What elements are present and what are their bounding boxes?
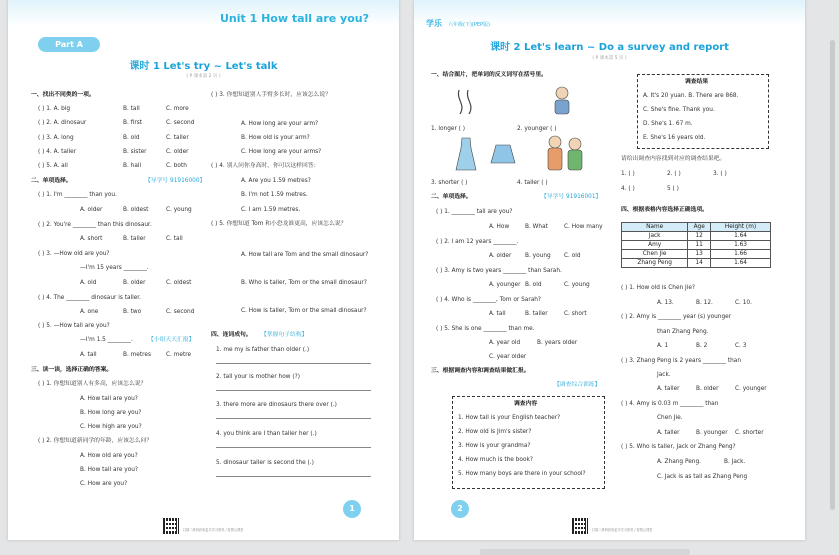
match-blank: 2. ( ) — [667, 171, 681, 177]
option: C. metre — [166, 352, 192, 358]
option: B. What — [525, 224, 548, 230]
option: A. taller — [657, 386, 680, 392]
question: ( ) 5. Who is taller, Jack or Zhang Peng? — [621, 444, 736, 450]
option: C. 10. — [735, 300, 752, 306]
question: ( ) 3. Amy is two years ________ than Sarah. — [436, 268, 562, 274]
option: C. Jack is as tall as Zhang Peng — [657, 474, 748, 480]
skirt-picture — [490, 142, 516, 166]
answer-line[interactable] — [216, 363, 371, 364]
option: C. younger — [735, 386, 767, 392]
lesson-subtitle: ( P 课本第 5 页 ) — [592, 56, 627, 61]
table-row — [622, 241, 771, 250]
reference-tag: 【掌握句子结构】 — [261, 332, 308, 338]
option: A. one — [80, 309, 99, 315]
answer-line[interactable] — [216, 447, 371, 448]
match-blank: 4. ( ) — [621, 186, 635, 192]
table-cell: 11 — [688, 241, 711, 250]
part-badge: Part A — [38, 37, 100, 52]
option: A. 13. — [657, 300, 674, 306]
question: ( ) 4. The ________ dinosaur is taller. — [38, 295, 141, 301]
odd-one-out-option: ( ) 1. A. big — [38, 106, 71, 112]
question-line: Chen Jie. — [657, 415, 683, 421]
option: B. Jack. — [724, 459, 746, 465]
odd-one-out-option: B. tall — [123, 106, 140, 112]
odd-one-out-option: C. taller — [166, 135, 189, 141]
odd-one-out-option: C. both — [166, 163, 187, 169]
page-number: 1 — [343, 500, 361, 518]
section-heading: 四、连词成句。 — [211, 332, 252, 338]
odd-one-out-option: ( ) 4. A. taller — [38, 149, 77, 155]
lesson-subtitle: ( P 课本第 2 页 ) — [186, 74, 221, 79]
option: C. young — [564, 282, 590, 288]
table-row — [622, 250, 771, 259]
result-title: 调查结果 — [685, 79, 709, 85]
match-blank: 5 ( ) — [667, 186, 679, 192]
picture-label: 1. longer ( ) — [431, 126, 466, 132]
option: C. How are you? — [80, 481, 128, 487]
question: ( ) 1. I'm ________ than you. — [38, 192, 117, 198]
option: C. short — [564, 311, 587, 317]
survey-item: 2. How old is Jim's sister? — [458, 429, 532, 435]
option: C. How high are you? — [80, 424, 142, 430]
footer-note: 扫描二维码获取更多学习资料 / 智慧云课堂 — [183, 527, 244, 532]
section-heading: 四、根据表格内容选择正确选项。 — [621, 207, 708, 213]
option: B. older — [696, 386, 719, 392]
qr-code — [163, 518, 179, 534]
option: A. short — [80, 236, 103, 242]
option: A. Are you 1.59 metres? — [241, 178, 311, 184]
option: C. year older — [489, 354, 527, 360]
word-order-item: 4. you think are I than taller her (.) — [216, 431, 317, 437]
table-cell: 1.64 — [711, 232, 771, 241]
table-cell: 13 — [688, 250, 711, 259]
option: B. oldest — [123, 207, 149, 213]
option: B. taller — [123, 236, 146, 242]
question: ( ) 1. 你想知道别人有多高，应该怎么说？ — [38, 381, 147, 387]
odd-one-out-option: B. hall — [123, 163, 142, 169]
result-item: A. It's 20 yuan. B. There are 868. — [643, 93, 739, 99]
odd-one-out-option: ( ) 2. A. dinosaur — [38, 120, 87, 126]
question: ( ) 2. You're ________ than this dinosaur. — [38, 222, 152, 228]
table-cell: 1.66 — [711, 250, 771, 259]
page-number: 2 — [451, 500, 469, 518]
odd-one-out-option: C. second — [166, 120, 195, 126]
table-cell: 1.63 — [711, 241, 771, 250]
option: B. old — [525, 282, 542, 288]
option: A. 1 — [657, 343, 669, 349]
table-cell: Chen Jie — [622, 250, 688, 259]
option: C. young — [166, 207, 192, 213]
odd-one-out-option: B. sister — [123, 149, 147, 155]
option: B. two — [123, 309, 142, 315]
scroll-thumb[interactable] — [830, 40, 835, 510]
answer-line[interactable] — [216, 418, 371, 419]
section-heading: 三、根据调查内容和调查结果做汇报。 — [431, 368, 530, 374]
question: ( ) 1. ________ tall are you? — [436, 209, 513, 215]
section-heading: 一、结合图片，把单词的反义词写在括号里。 — [431, 72, 547, 78]
reference-tag: 【导学号 91916001】 — [541, 194, 602, 200]
option: C. I am 1.59 metres. — [241, 207, 301, 213]
table-cell: 14 — [688, 259, 711, 268]
option: B. How old is your arm? — [241, 135, 310, 141]
question-line: —I'm 15 years ________. — [80, 265, 149, 271]
right-page — [414, 0, 805, 540]
option: B. How long are you? — [80, 410, 142, 416]
match-blank: 3. ( ) — [713, 171, 727, 177]
question: ( ) 5. She is one ________ than me. — [436, 326, 535, 332]
option: B. How tall are you? — [80, 467, 138, 473]
word-order-item: 3. there more are dinosaurs there over (.) — [216, 402, 337, 408]
option: A. tall — [80, 352, 97, 358]
picture-label: 2. younger ( ) — [517, 126, 557, 132]
result-item: C. She's fine. Thank you. — [643, 107, 715, 113]
section-heading: 二、单项选择。 — [431, 194, 472, 200]
section-heading: 三、读一读，选择正确的答案。 — [31, 367, 113, 373]
survey-item: 1. How tall is your English teacher? — [458, 415, 561, 421]
question: ( ) 3. Zhang Peng is 2 years ________ than — [621, 358, 742, 364]
reference-tag: 【导学号 91916000】 — [145, 178, 206, 184]
table-cell: 1.64 — [711, 259, 771, 268]
option: B. 12. — [696, 300, 713, 306]
option: B. young — [525, 253, 551, 259]
option: B. years older — [537, 340, 578, 346]
horizontal-scrollbar[interactable] — [480, 549, 690, 555]
footer-note: 扫描二维码获取更多学习资料 / 智慧云课堂 — [592, 527, 653, 532]
table-cell: Amy — [622, 241, 688, 250]
picture-label: 3. shorter ( ) — [431, 180, 468, 186]
option: B. younger — [696, 430, 728, 436]
option: A. How old are you? — [80, 453, 138, 459]
hair-picture — [454, 86, 484, 118]
odd-one-out-option: C. older — [166, 149, 189, 155]
option: A. How long are your arm? — [241, 121, 319, 127]
reference-tag: 【小组天天汇报】 — [148, 337, 195, 343]
question-line: than Zhang Peng. — [657, 329, 709, 335]
table-cell: Zhang Peng — [622, 259, 688, 268]
question: ( ) 2. I am 12 years ________. — [436, 239, 519, 245]
word-order-item: 1. me my is father than older (.) — [216, 347, 310, 353]
option: C. How is taller, Tom or the small dinosaur? — [241, 308, 367, 314]
odd-one-out-option: ( ) 3. A. long — [38, 135, 74, 141]
option: C. 3 — [735, 343, 747, 349]
dress-picture — [454, 136, 478, 172]
survey-item: 3. How is your grandma? — [458, 443, 531, 449]
question: ( ) 4. Amy is 0.03 m ________ than — [621, 401, 719, 407]
option: A. younger — [489, 282, 521, 288]
vertical-scrollbar[interactable] — [827, 0, 839, 555]
option: B. older — [123, 280, 146, 286]
table-header-row — [622, 223, 771, 232]
option: A. older — [489, 253, 512, 259]
question-line: —I'm 1.5 ________. — [80, 337, 133, 343]
result-item: E. She's 16 years old. — [643, 135, 706, 141]
option: A. taller — [657, 430, 680, 436]
question-line: Jack. — [657, 372, 671, 378]
result-item: D. She's 1. 67 m. — [643, 121, 693, 127]
question: ( ) 2. Amy is ________ year (s) younger — [621, 314, 732, 320]
option: A. How — [489, 224, 510, 230]
old-man-picture — [549, 84, 575, 118]
brand-logo: 学乐 — [426, 19, 442, 28]
survey-item: 4. How much is the book? — [458, 457, 533, 463]
question: ( ) 5. —How tall are you? — [38, 323, 110, 329]
question: ( ) 4. 别人问你身高时，你可以这样回答： — [211, 163, 320, 169]
left-page — [8, 0, 399, 540]
question: ( ) 4. Who is ________, Tom or Sarah? — [436, 297, 542, 303]
table-header: Height (m) — [711, 223, 771, 232]
section-heading: 二、单项选择。 — [31, 178, 72, 184]
odd-one-out-option: C. more — [166, 106, 189, 112]
question: ( ) 2. 你想知道新同学的年龄，应该怎么问？ — [38, 438, 153, 444]
survey-item: 5. How many boys are there in your school? — [458, 471, 586, 477]
table-row — [622, 232, 771, 241]
height-table — [621, 222, 771, 268]
match-instruction: 请给出调查内容找到对应的调查结果吧。 — [621, 156, 726, 162]
option: B. Who is taller, Tom or the small dinosaur? — [241, 280, 367, 286]
lesson-title: 课时 2 Let's learn ~ Do a survey and report — [490, 42, 729, 53]
option: A. old — [80, 280, 97, 286]
unit-title: Unit 1 How tall are you? — [220, 12, 369, 25]
option: B. taller — [525, 311, 548, 317]
survey-title: 调查内容 — [514, 401, 538, 407]
option: B. 2 — [696, 343, 708, 349]
table-cell: Jack — [622, 232, 688, 241]
reference-tag: 【调查综合训练】 — [554, 382, 601, 388]
qr-code — [572, 518, 588, 534]
option: A. How tall are you? — [80, 396, 138, 402]
option: A. How tall are Tom and the small dinosaur? — [241, 252, 369, 258]
lesson-title: 课时 1 Let's try ~ Let's talk — [129, 61, 278, 72]
table-header: Name — [622, 223, 688, 232]
picture-label: 4. taller ( ) — [517, 180, 548, 186]
option: C. oldest — [166, 280, 192, 286]
section-heading: 一、找出不同类的一项。 — [31, 92, 95, 98]
option: C. How long are your arms? — [241, 149, 322, 155]
odd-one-out-option: B. old — [123, 135, 140, 141]
option: C. second — [166, 309, 195, 315]
option: C. shorter — [735, 430, 764, 436]
odd-one-out-option: ( ) 5. A. all — [38, 163, 68, 169]
option: C. tall — [166, 236, 183, 242]
option: A. Zhang Peng. — [657, 459, 701, 465]
answer-line[interactable] — [216, 476, 371, 477]
question: ( ) 5. 你想知道 Tom 和小恐龙谁更高，应该怎么说？ — [211, 221, 347, 227]
table-row — [622, 259, 771, 268]
match-blank: 1. ( ) — [621, 171, 635, 177]
two-kids-picture — [544, 134, 588, 172]
option: A. tall — [489, 311, 506, 317]
option: B. metres — [123, 352, 151, 358]
option: A. year old — [489, 340, 521, 346]
question: ( ) 1. How old is Chen Jie? — [621, 285, 695, 291]
question: ( ) 3. 你想知道别人手臂多长时，应该怎么说？ — [211, 92, 331, 98]
table-header: Age — [688, 223, 711, 232]
option: C. old — [564, 253, 581, 259]
table-cell: 12 — [688, 232, 711, 241]
grade-label: 六年级(下)(PEP版) — [448, 22, 490, 28]
option: A. older — [80, 207, 103, 213]
word-order-item: 5. dinosaur taller is second the (.) — [216, 460, 314, 466]
word-order-item: 2. tall your is mother how (?) — [216, 374, 300, 380]
option: B. I'm not 1.59 metres. — [241, 192, 308, 198]
option: C. How many — [564, 224, 603, 230]
odd-one-out-option: B. first — [123, 120, 142, 126]
question: ( ) 3. —How old are you? — [38, 251, 110, 257]
answer-line[interactable] — [216, 390, 371, 391]
